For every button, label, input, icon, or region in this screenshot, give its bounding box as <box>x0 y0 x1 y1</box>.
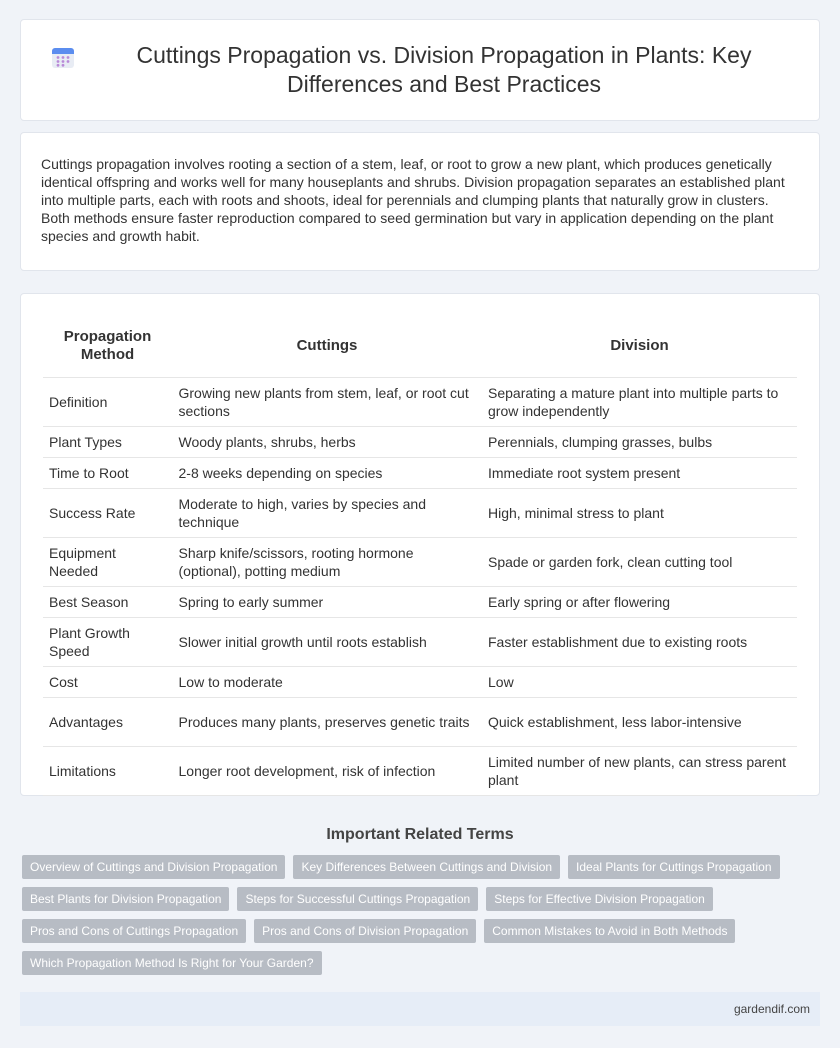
related-terms-heading: Important Related Terms <box>326 826 514 843</box>
related-term-tag[interactable]: Best Plants for Division Propagation <box>22 887 229 911</box>
table-cell: Faster establishment due to existing roots <box>482 617 797 666</box>
column-header: Division <box>482 311 797 377</box>
table-cell: Plant Growth Speed <box>43 617 172 666</box>
table-cell: Slower initial growth until roots establish <box>172 617 482 666</box>
table-cell: Equipment Needed <box>43 537 172 586</box>
calendar-icon <box>51 45 75 69</box>
table-row <box>43 537 797 586</box>
table-cell: 2-8 weeks depending on species <box>172 457 482 488</box>
table-cell: Separating a mature plant into multiple parts to grow independently <box>482 377 797 426</box>
related-term-tag[interactable]: Key Differences Between Cuttings and Division <box>293 855 560 879</box>
table-cell: Low <box>482 666 797 697</box>
table-row <box>43 666 797 697</box>
related-term-tag[interactable]: Steps for Successful Cuttings Propagation <box>237 887 478 911</box>
related-term-tag[interactable]: Ideal Plants for Cuttings Propagation <box>568 855 779 879</box>
table-row <box>43 426 797 457</box>
table-row <box>43 586 797 617</box>
page-title: Cuttings Propagation vs. Division Propagation in Plants: Key Differences and Best Practices <box>136 42 752 97</box>
table-cell: Growing new plants from stem, leaf, or root cut sections <box>172 377 482 426</box>
table-cell: Success Rate <box>43 488 172 537</box>
related-terms-list <box>22 855 818 983</box>
related-term-tag[interactable]: Pros and Cons of Cuttings Propagation <box>22 919 246 943</box>
table-cell: Definition <box>43 377 172 426</box>
table-cell: Best Season <box>43 586 172 617</box>
page-header <box>20 19 820 121</box>
related-term-tag[interactable]: Overview of Cuttings and Division Propagation <box>22 855 285 879</box>
comparison-table <box>43 311 797 796</box>
column-header: Cuttings <box>172 311 482 377</box>
table-cell: Woody plants, shrubs, herbs <box>172 426 482 457</box>
table-cell: Limitations <box>43 746 172 795</box>
site-link[interactable]: gardendif.com <box>733 1002 810 1016</box>
column-header: Propagation Method <box>43 311 172 377</box>
table-row <box>43 457 797 488</box>
table-cell: Quick establishment, less labor-intensive <box>482 697 797 746</box>
table-row <box>43 377 797 426</box>
table-cell: Sharp knife/scissors, rooting hormone (optional), potting medium <box>172 537 482 586</box>
table-cell: High, minimal stress to plant <box>482 488 797 537</box>
table-cell: Advantages <box>43 697 172 746</box>
related-term-tag[interactable]: Common Mistakes to Avoid in Both Methods <box>484 919 735 943</box>
comparison-table-card <box>20 293 820 796</box>
related-term-tag[interactable]: Steps for Effective Division Propagation <box>486 887 713 911</box>
page-footer <box>20 992 820 1026</box>
table-row <box>43 617 797 666</box>
related-term-tag[interactable]: Which Propagation Method Is Right for Your Garden? <box>22 951 322 975</box>
table-cell: Moderate to high, varies by species and technique <box>172 488 482 537</box>
table-cell: Perennials, clumping grasses, bulbs <box>482 426 797 457</box>
table-cell: Longer root development, risk of infection <box>172 746 482 795</box>
table-cell: Limited number of new plants, can stress parent plant <box>482 746 797 795</box>
table-cell: Cost <box>43 666 172 697</box>
table-cell: Plant Types <box>43 426 172 457</box>
table-cell: Time to Root <box>43 457 172 488</box>
table-cell: Early spring or after flowering <box>482 586 797 617</box>
table-cell: Spring to early summer <box>172 586 482 617</box>
table-row <box>43 746 797 795</box>
table-cell: Produces many plants, preserves genetic traits <box>172 697 482 746</box>
table-cell: Immediate root system present <box>482 457 797 488</box>
table-header-row <box>43 311 797 377</box>
intro-text: Cuttings propagation involves rooting a section of a stem, leaf, or root to grow a new plant, which produces genetically identical offspring and works well for many houseplants and shrubs. Division propagation separates an established plant into multiple parts, each with roots and shoots, ideal for perennials and clumping plants that naturally grow in clusters. Both methods ensure faster reproduction compared to seed germination but vary in application depending on the plant species and growth habit. <box>41 156 785 244</box>
table-row <box>43 488 797 537</box>
related-term-tag[interactable]: Pros and Cons of Division Propagation <box>254 919 476 943</box>
table-cell: Low to moderate <box>172 666 482 697</box>
intro-section <box>20 132 820 271</box>
table-row <box>43 697 797 746</box>
table-cell: Spade or garden fork, clean cutting tool <box>482 537 797 586</box>
